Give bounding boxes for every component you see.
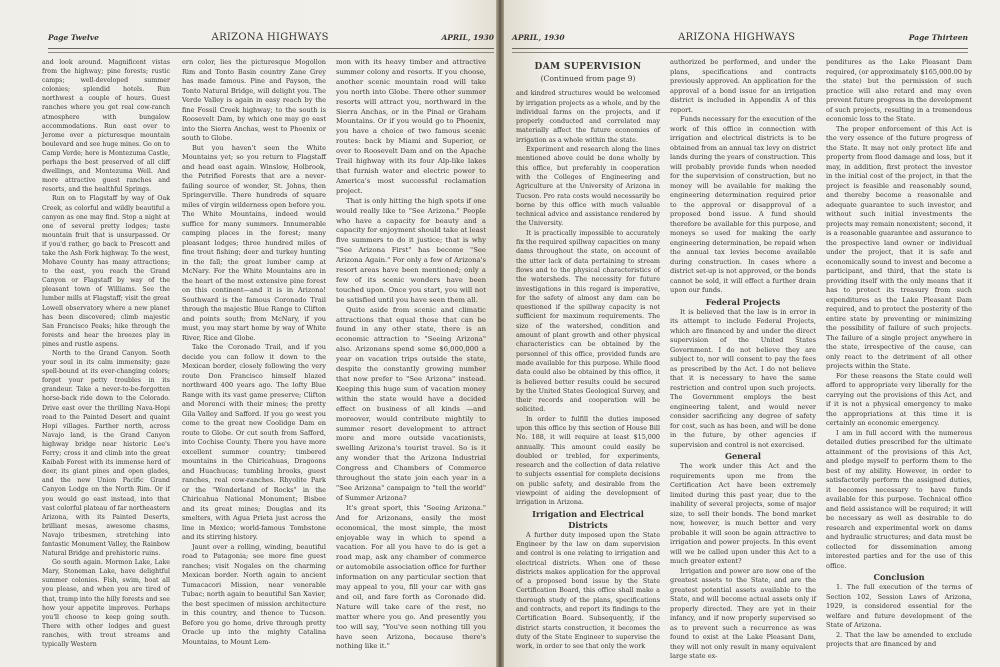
paragraph: The work under this Act and the requirements upon me from the Certification Act have been extremely limited during this past year, due to the inability of several projects, some of major size, to sell their bonds. The bond market now, however, is much better and very probable it will soon be again attractive to irrigation and power projects. In this event will we be called upon under this Act to a much greater extent? [670,462,816,565]
paragraph: It is practically impossible to accurately fix the required spillway capacities on many dams throughout the state, on account of the utter lack of data pertaining to stream flows and to the physical characteristics of the watersheds. The necessity for future investigations in this regard is imperative, for the safety of almost any dam can be questioned if the spillway capacity is not sufficient for maximum requirements. The size of the watershed, condition and amount of plant growth and other physical characteristics can be obtained by the personnel of this office, provided funds are made available for this purpose. While flood data could also be obtained by this office, it is believed better results could be secured by the United States Geological Survey, and their records and cooperation will be solicited. [516,228,660,414]
paragraph: and kindred structures would be welcomed by irrigation projects as a whole, and by the individual farms on the projects, and if properly conducted and correlated may materially affect the future economies of irrigation as a whole within the state. [516,89,660,144]
paragraph: A further duty imposed upon the State Engineer by the law on dam supervision and control is one relating to irrigation and electrical districts. When one of these districts makes application for the approval of a proposed bond issue by the State Certification Board, this office shall make a thorough study of the plans, specifications and contracts, and report its findings to the Certification Board. Subsequently, if the district starts construction, it becomes the duty of the State Engineer to supervise the work, in order to see that only the work [516,530,660,651]
paragraph: Jaunt over a rolling, winding, beautiful road to Patagonia; see more fine guest ranches; visit Nogales on the charming Mexican border. North again to ancient Tumacacori Mission, near venerable Tubac; north again to beautiful San Xavier, the best specimen of mission architecture in this country, and thence to Tucson. Before you go home, drive through pretty Oracle up into the mighty Catalina Mountains, to Mount Lem- [182,542,326,646]
paragraph: authorized be performed, and under the plans, specifications and contracts previously approved. An application for the approval of a bond issue for an irrigation district is included in Appendix A of this report. [670,58,816,114]
article-title: DAM SUPERVISION [534,62,642,72]
paragraph: Take the Coronado Trail, and if you decide you can follow it down to the Mexican border, closely following the very route Don Francisco himself blazed northward 400 years ago. The lofty Blue Range with its vast game preserve; Clifton and Morenci with their mines; the pretty Gila Valley and Safford. If you go west you come to the great new Coolidge Dam en route to Globe. Or cut south from Safford, into Cochise County. There you have more excellent summer country; timbered mountains in the Chiricahuas, Dragoons and Huachucas; tumbling brooks, guest ranches, real cow-ranches. Rhyolite Park or the "Wonderland of Rocks" in the Chiricahua National Monument; Bisbee and its great mines; Douglas and its smelters, with Agua Prieta just across the line in Mexico; world-famous Tombstone and its stirring history. [182,343,326,541]
paragraph: For these reasons the State could well afford to appropriate very liberally for the carrying out the provisions of this Act, and if it is not a physical emergency to make the appropriations at this time it is certainly an economic emergency. [826,371,972,427]
magazine-title: ARIZONA HIGHWAYS [211,32,329,43]
section-heading: General [724,451,762,461]
left-page-header [48,32,494,46]
paragraph: That is only hitting the high spots if one would really like to "See Arizona." People who have a capacity for beauty and a capacity for enjoyment should take at least five summers to do it justice; that is why "See Arizona First" has become "See Arizona Again." For only a few of Arizona's resort areas have been mentioned; only a few of its scenic wonders have been touched upon. Once you start, you will not be satisfied until you have seen them all. [336,196,486,304]
paragraph: and look around. Magnificent vistas from the highway; pine forests; rustic camps; well-developed summer colonies; splendid hotels. Run northwest a couple of hours. Guest ranches where you get real cow-ranch atmosphere with bungalow accommodations. Run east over to Jerome over a picturesque mountain boulevard and see huge mines. Go on to Camp Verde; here is Montezuma Castle, perhaps the best preserved of all cliff dwellings, and Montezuma Well. And more attractive guest ranches and resorts, and the healthful Springs. [42,59,170,194]
paragraph: 1. The full execution of the terms of Section 102, Session Laws of Arizona, 1929, is considered essential for the welfare and future development of the State of Arizona. [826,583,972,629]
paragraph: Quite aside from scenic and climatic attractions that equal those that can be found in any other state, there is an economic attraction to "Seeing Arizona" also. Arizonans spend some $6,000,000 a year on vacation trips outside the state, despite the constantly growing number that now prefer to "See Arizona" instead. Keeping this huge sum of vacation money within the state would have a decided effect on business of all kinds —and moreover, would contribute mightily to summer resort development to attract more and more outside vacationists, swelling Arizona's tourist travel. So is it any wonder that the Arizona Industrial Congress and Chambers of Commerce throughout the state join each year in a "See Arizona" campaign to "tell the world" of Summer Arizona? [336,305,486,502]
issue-date: APRIL, 1930 [512,33,565,42]
right-page [504,0,1000,667]
page-number: Page Twelve [48,33,99,42]
paragraph: ern color, lies the picturesque Mogollon Rim and Tonto Basin country Zane Grey has made famous. Pine and Payson, the Tonto Natural Bridge, will delight you. The Verde Valley is again in easy reach by the fine Fossil Creek highway; to the south is Roosevelt Dam, by which one may go east into the Sierra Anchas, west to Phoenix or south to Globe. [182,58,326,142]
left-page [0,0,496,667]
paragraph: But you haven't seen the White Mountains yet; so you return to Flagstaff and head east again. Winslow, Holbrook, the Petrified Forests that are a never-failing source of wonder, St. Johns, then Springerville. There hundreds of square miles of virgin wilderness open before you. The White Mountains, indeed would suffice for many summers. Innumerable camping places in the forest; many pleasant lodges; three hundred miles of fine trout fishing; deer and turkey hunting in the fall; the great lumber camp at McNary. For the White Mountains are in the heart of the most extensive pine forest on this continent—and it is in Arizona! Southward is the famous Coronado Trail through the majestic Blue Range to Clifton and points south; from McNary, if you must, you may start home by way of White River, Rice and Globe. [182,143,326,342]
header-rule [512,48,968,53]
section-heading: Conclusion [873,572,925,582]
paragraph: Run on to Flagstaff by way of Oak Creek, as colorful and wildly beautiful a canyon as one may find. Stop a night at one of several pretty lodges; taste mountain fruit that is unsurpassed. Or if you'd rather, go back to Prescott and take the Ash Fork highway. To the west, Mohave County has many attractions; to the east, you reach the Grand Canyon or Flagstaff by way of the pleasant town of Williams. See the lumber mills at Flagstaff; visit the great Lowell observatory where a new planet has been discovered; climb majestic San Francisco Peaks; hike through the forests and hear the breezes play in pines and rustle aspens. [42,195,170,348]
text-column [42,58,170,649]
page-number: Page Thirteen [908,33,969,42]
text-column [516,58,660,652]
continued-note: (Continued from page 9) [540,74,636,83]
header-rule [48,48,494,53]
paragraph: I am in full accord with the numerous detailed duties prescribed for the ultimate attainment of the provisions of this Act, and pledge myself to perform them to the best of my ability. However, in order to satisfactorily perform the assigned duties, it becomes necessary to have funds available for this purpose. Technical office and field assistance will be required; it will be necessary as well as desirable to do research and experimental work on dams and hydraulic structures; and data must be collected for dissemination among interested parties and for the use of this office. [826,428,972,570]
paragraph: North to the Grand Canyon. Sooth your soul in its calm immensity; gaze spell-bound at its ever-changing colors; forget your petty troubles in its grandeur. Take a never-to-be-forgotten horse-back ride down to the Colorado. Drive east over the thrilling Nava-Hopi road to the Painted Desert and quaint Hopi villages. Farther north, across Navajo land, is the Grand Canyon highway bridge near historic Lee's Ferry; cross it and climb into the great Kaibab Forest with its immense herd of deer, its giant pines and open glades, and the new Union Pacific Grand Canyon Lodge on the North Rim. Or if you would go east instead, into that vast colorful plateau of far northeastern Arizona, with its Painted Deserts, brilliant mesas, awesome chasms, Navajo tribesmen, stretching into fantastic Monument Valley, the Rainbow Natural Bridge and prehistoric ruins. [42,350,170,558]
paragraph: Go south again. Mormon Lake, Lake Mary, Stoneman Lake, have delightful summer colonies. Fish, swim, boat all you please, and when you are tired of that, tramp into the hilly forests and see how your appetite improves. Perhaps you'll choose to keep going south. There with other lodges and guest ranches, with trout streams and typically Western [42,559,170,648]
text-column [670,58,816,662]
paragraph: The proper enforcement of this Act is the very essence of the future progress of the State. It may not only protect life and property from flood damage and loss, but it may, in addition, first protect the investor in the initial cost of the project, in that the project is feasible and reasonably sound, and thereby become a reasonable and adequate guarantee to such investor, and without such initial investments the projects may remain nonexistent; second, it is a reasonable guarantee and assurance to the prospective land owner or individual under the project, that it is safe and economically sound to invest and become a participant, and third, that the state is providing itself with the only means that it has to protect its treasury from such expenditures as the Lake Pleasant Dam required, and to protect the posterity of the entire state by preventing or minimizing the possibility of failure of such projects. The failure of a single project anywhere in the state, irrespective of the cause, can only react to the detriment of all other projects within the State. [826,124,972,370]
right-page-header [512,32,968,46]
paragraph: penditures as the Lake Pleasant Dam required, (or approximately $165,000.00 by the state) but the permission of such practice will also retard and may even prevent future progress in the development of such projects, resulting in a tremendous economic loss to the State. [826,58,972,123]
paragraph: 2. That the law be amended to exclude projects that are financed by and [826,630,972,648]
paragraph: mon with its heavy timber and attractive summer colony and resorts. If you choose, another scenic mountain road will take you north into Globe. There other summer resorts will attract you, northward in the Sierra Anchas, or in the Pinal or Graham Mountains. Or if you would go to Phoenix, you have a choice of two famous scenic routes: back by Miami and Superior, or over to Roosevelt Dam and on the Apache Trail highway with its four Alp-like lakes that furnish water and electric power to America's most successful reclamation project. [336,58,486,195]
text-column [826,58,972,650]
text-column [182,58,326,647]
section-heading: Irrigation and Electrical Districts [532,508,644,530]
section-heading: Federal Projects [705,296,781,307]
magazine-title: ARIZONA HIGHWAYS [678,32,796,43]
paragraph: Experiment and research along the lines mentioned above could be done wholly by this office, but preferably in cooperation with the Colleges of Engineering and Agriculture at the University of Arizona in Tucson. Pro rata costs would necessarily be borne by this office with much valuable technical advice and assistance rendered by the University. [516,145,660,228]
paragraph: Funds necessary for the execution of the work of this office in connection with irrigation and electrical districts is to be obtained from an annual tax levy on district lands during the years of construction. This will probably provide funds when needed for the supervision of construction, but no money will be available for making the engineering determination required prior to the approval or disapproval of a proposed bond issue. A fund should therefore be available for this purpose, and moneys so used for making the early engineering determination, be repaid when the annual tax levies become available during construction. In cases where a district set-up is not approved, or the bonds cannot be sold, it will effect a further drain upon our funds. [670,115,816,294]
text-column [336,58,486,652]
paragraph: Irrigation and power are now one of the greatest assets to the State, and are the greatest potential assets available to the State, and will become actual assets only if properly directed. They are yet in their infancy, and if now properly supervised so as to prevent such a recurrence as was found to exist at the Lake Pleasant Dam, they will not only result in many equivalent large state ex- [670,566,816,660]
issue-date: APRIL, 1930 [441,33,495,42]
paragraph: It is believed that the law is in error in its attempt to include Federal Projects, which are financed by and under the direct supervision of the United States Government. I do not believe they are subject to, nor will consent to pay the fees as prescribed by the Act. I do not believe that it is necessary to have the same restriction and control upon such projects. The Government employs the best engineering talent, and would never consider sacrificing any degree of safety for cost, such as has been, and will be done in the future, by other agencies if supervision and control is not exercised. [670,307,816,449]
paragraph: It's great sport, this "Seeing Arizona." And for Arizonans, easily the most economical, the most simple, the most enjoyable way in which to spend a vacation. For all you have to do is get a road map, ask any chamber of commerce or automobile association office for further information on any particular section that may appeal to you, fill your car with gas and oil, and fare forth as Coronado did. Nature will take care of the rest, no matter where you go. And presently you too will say, "You've seen nothing till you have seen Arizona, because there's nothing like it." [336,503,486,651]
paragraph: In order to fulfill the duties imposed upon this office by this section of House Bill No. 188, it will require at least $15,000 annually. This amount could easily be doubled or trebled, for experiments, research and the collection of data relative to subjects essential for complete decisions on public safety, and desirable from the viewpoint of aiding the development of irrigation in Arizona. [516,414,660,507]
book-gutter [496,0,504,667]
